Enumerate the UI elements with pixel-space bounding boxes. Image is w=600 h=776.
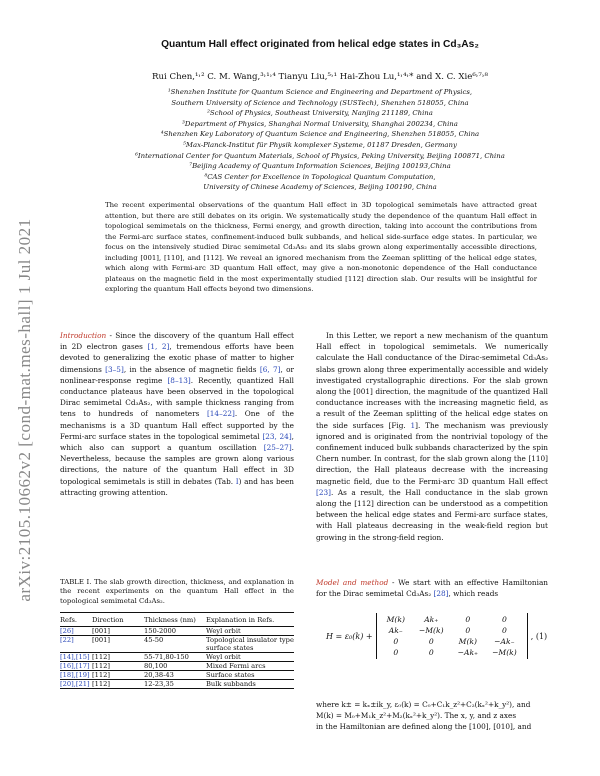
- table-cell: 12-23,35: [144, 680, 174, 688]
- figure-link[interactable]: 1: [410, 420, 416, 430]
- table-header: Thickness (nm): [144, 616, 196, 624]
- table-header: Explanation in Refs.: [206, 616, 275, 624]
- affiliation-line: University of Chinese Academy of Sciences, Beijing 100190, China: [203, 183, 437, 192]
- table-header: Direction: [92, 616, 124, 624]
- paper-title: Quantum Hall effect originated from helical edge states in Cd₃As₂: [161, 39, 479, 50]
- text-line: M(k) = M₀+M₁k_z²+M₂(kₓ²+k_y²). The x, y, and z axes: [316, 711, 517, 721]
- citation-link[interactable]: [23, 24]: [262, 431, 292, 441]
- table-cell: 45-50: [144, 636, 164, 644]
- affiliation-line: ¹Shenzhen Institute for Quantum Science and Engineering and Department of Physics,: [167, 88, 473, 96]
- hamiltonian-definitions: [316, 699, 548, 733]
- citation-link[interactable]: [6, 7]: [259, 364, 281, 374]
- table-row: [60, 671, 294, 680]
- hamiltonian-matrix: M(k) Ak₊ 0 0 Ak₋ −M(k) 0 0 0 0 M(k) −Ak₋ 0 0 −Ak₊ −M(k): [376, 613, 528, 659]
- equation-number: , (1): [530, 631, 548, 641]
- table-ref-link[interactable]: [20],[21]: [60, 680, 90, 688]
- affiliation-line: ⁸CAS Center for Excellence in Topological Quantum Computation,: [204, 172, 436, 181]
- table-cell: 150-2000: [144, 627, 177, 635]
- table-ref-link[interactable]: [16],[17]: [60, 662, 90, 670]
- citation-link[interactable]: [14–22]: [206, 409, 235, 419]
- table-ref-link[interactable]: [22]: [60, 636, 74, 644]
- citation-link[interactable]: [3–5]: [105, 364, 124, 374]
- affiliation-line: ⁷Beijing Academy of Quantum Information Sciences, Beijing 100193,China: [189, 162, 451, 171]
- affiliation-line: ³Department of Physics, Shanghai Normal University, Shanghai 200234, China: [182, 119, 458, 128]
- citation-link[interactable]: [8–13]: [167, 375, 191, 385]
- model-paragraph: Model and method - We start with an effective Hamiltonian for the Dirac semimetal Cd₃As₂ [28], which reads: [316, 578, 548, 599]
- model-section-link[interactable]: Model and method: [316, 578, 389, 587]
- citation-link[interactable]: [23]: [316, 487, 331, 497]
- table-cell: Mixed Fermi arcs: [206, 662, 266, 670]
- author-list: Rui Chen,¹˒² C. M. Wang,³˒¹˒⁴ Tianyu Liu,⁵˒¹ Hai-Zhou Lu,¹˒⁴˒* and X. C. Xie⁶˒⁷˒⁸: [152, 72, 488, 82]
- table-caption: TABLE I. The slab growth direction, thickness, and explanation in the recent experiments on the quantum Hall effect in the topological semimetal Cd₃As₂.: [60, 578, 294, 605]
- affiliation-line: ²School of Physics, Southeast University, Nanjing 211189, China: [207, 109, 433, 118]
- table-ref-link[interactable]: [18],[19]: [60, 671, 90, 679]
- table-row: [60, 653, 294, 662]
- table-cell: [001]: [92, 627, 110, 635]
- table-header: Refs.: [60, 616, 78, 624]
- hamiltonian-equation: [316, 613, 548, 659]
- text-line: in the Hamiltonian are defined along the [100], [010], and: [316, 722, 532, 732]
- table-row: [60, 662, 294, 671]
- experiments-table: [60, 612, 294, 689]
- arxiv-identifier: arXiv:2105.10662v2 [cond-mat.mes-hall] 1 Jul 2021: [15, 218, 34, 602]
- affiliations: [60, 87, 580, 193]
- table-cell: [001]: [92, 636, 110, 644]
- citation-link[interactable]: [25–27]: [263, 443, 292, 453]
- affiliation-line: Southern University of Science and Technology (SUSTech), Shenzhen 518055, China: [171, 98, 469, 107]
- table-cell: [112]: [92, 653, 110, 661]
- table-ref-link[interactable]: [26]: [60, 627, 74, 635]
- table-cell: Weyl orbit: [206, 627, 241, 635]
- table-link[interactable]: I: [235, 476, 239, 486]
- table-cell: 80,100: [144, 662, 168, 670]
- affiliation-line: ⁴Shenzhen Key Laboratory of Quantum Science and Engineering, Shenzhen 518055, China: [160, 130, 480, 139]
- introduction-paragraph: Introduction - Since the discovery of the quantum Hall effect in 2D electron gases [1, 2], tremendous efforts have been devoted to generalizing the exotic phase of matter to higher dimensions [3–5], in the absence of magnetic fields [6, 7], or nonlinear-response regime [8–13]. Recently, quantized Hall conductance plateaus have been observed in the topological Dirac semimetal Cd₃As₂, with sample thickness ranging from tens to hundreds of nanometers [14–22]. One of the mechanisms is a 3D quantum Hall effect supported by the Fermi-arc surface states in the topological semimetal [23, 24], which also can support a quantum oscillation [25–27]. Nevertheless, because the samples are grown along various directions, the nature of the quantum Hall effect in 3D topological semimetals is still in debates (Tab. I) and has been attracting growing attention.: [60, 331, 295, 497]
- table-cell: [112]: [92, 680, 110, 688]
- affiliation-line: ⁵Max-Planck-Institut für Physik komplexer Systeme, 01187 Dresden, Germany: [183, 140, 457, 149]
- citation-link[interactable]: [1, 2]: [147, 342, 170, 352]
- table-cell: 20,38-43: [144, 671, 174, 679]
- table-cell: Bulk subbands: [206, 680, 256, 688]
- arxiv-sidebar: [10, 205, 40, 615]
- table-row: [60, 627, 294, 636]
- table-cell: 55-71,80-150: [144, 653, 189, 661]
- table-cell: Topological insulator type surface states: [206, 636, 294, 652]
- abstract: The recent experimental observations of the quantum Hall effect in 3D topological semimetals have attracted great attention, but there are still debates on its origin. We systematically study the dependence of the quantum Hall effect in topological semimetals on the thickness, Fermi energy, and growth direction, taking into account the contributions from the Fermi-arc surface states, confinement-induced bulk subbands, and helical side-surface edge states. In particular, we focus on the intensively studied Dirac semimetal Cd₃As₂ and its slabs grown along experimentally accessible directions, including [001], [110], and [112]. We reveal an ignored mechanism from the Zeeman splitting of the helical edge states, which along with Fermi-arc 3D quantum Hall effect, may give a non-monotonic dependence of the Hall conductance plateaus on the magnetic field in the most experimentally studied [112] direction slab. Our results will be insightful for exploring the quantum Hall effects beyond two dimensions.: [105, 201, 537, 293]
- table-cell: [112]: [92, 662, 110, 670]
- introduction-link[interactable]: Introduction: [60, 331, 107, 340]
- table-cell: Weyl orbit: [206, 653, 241, 661]
- table-row: [60, 680, 294, 689]
- table-row: [60, 636, 294, 653]
- affiliation-line: ⁶International Center for Quantum Materials, School of Physics, Peking University, Beijing 100871, China: [135, 151, 505, 160]
- table-cell: [112]: [92, 671, 110, 679]
- equation-lhs: H = ε₀(k) +: [326, 631, 373, 641]
- table-header-row: [60, 616, 294, 624]
- table-cell: Surface states: [206, 671, 255, 679]
- text-line: where k± = kₓ±ik_y, ε₀(k) = C₀+C₁k_z²+C₂(kₓ²+k_y²), and: [316, 700, 531, 709]
- citation-link[interactable]: [28]: [433, 589, 449, 599]
- table-ref-link[interactable]: [14],[15]: [60, 653, 90, 661]
- letter-overview-paragraph: In this Letter, we report a new mechanism of the quantum Hall effect in topological semimetals. We numerically calculate the Hall conductance of the Dirac-semimetal Cd₃As₂ slabs grown along three experimentally accessible and widely investigated crystallographic directions. For the slab grown along the [001] direction, the magnitude of the quantized Hall conductance increases with the increasing magnetic field, as a result of the Zeeman splitting of the helical edge states on the side surfaces [Fig. 1]. The mechanism was previously ignored and is originated from the nontrivial topology of the confinement induced bulk subbands characterized by the spin Chern number. In contrast, for the slab grown along the [110] direction, the Hall plateaus decrease with the increasing magnetic field, due to the Fermi-arc 3D quantum Hall effect [23]. As a result, the Hall conductance in the slab grown along the [112] direction can be understood as a competition between the helical edge states and Fermi-arc surface states, with Hall plateaus decreasing in the weak-field region but growing in the strong-field region.: [316, 331, 548, 542]
